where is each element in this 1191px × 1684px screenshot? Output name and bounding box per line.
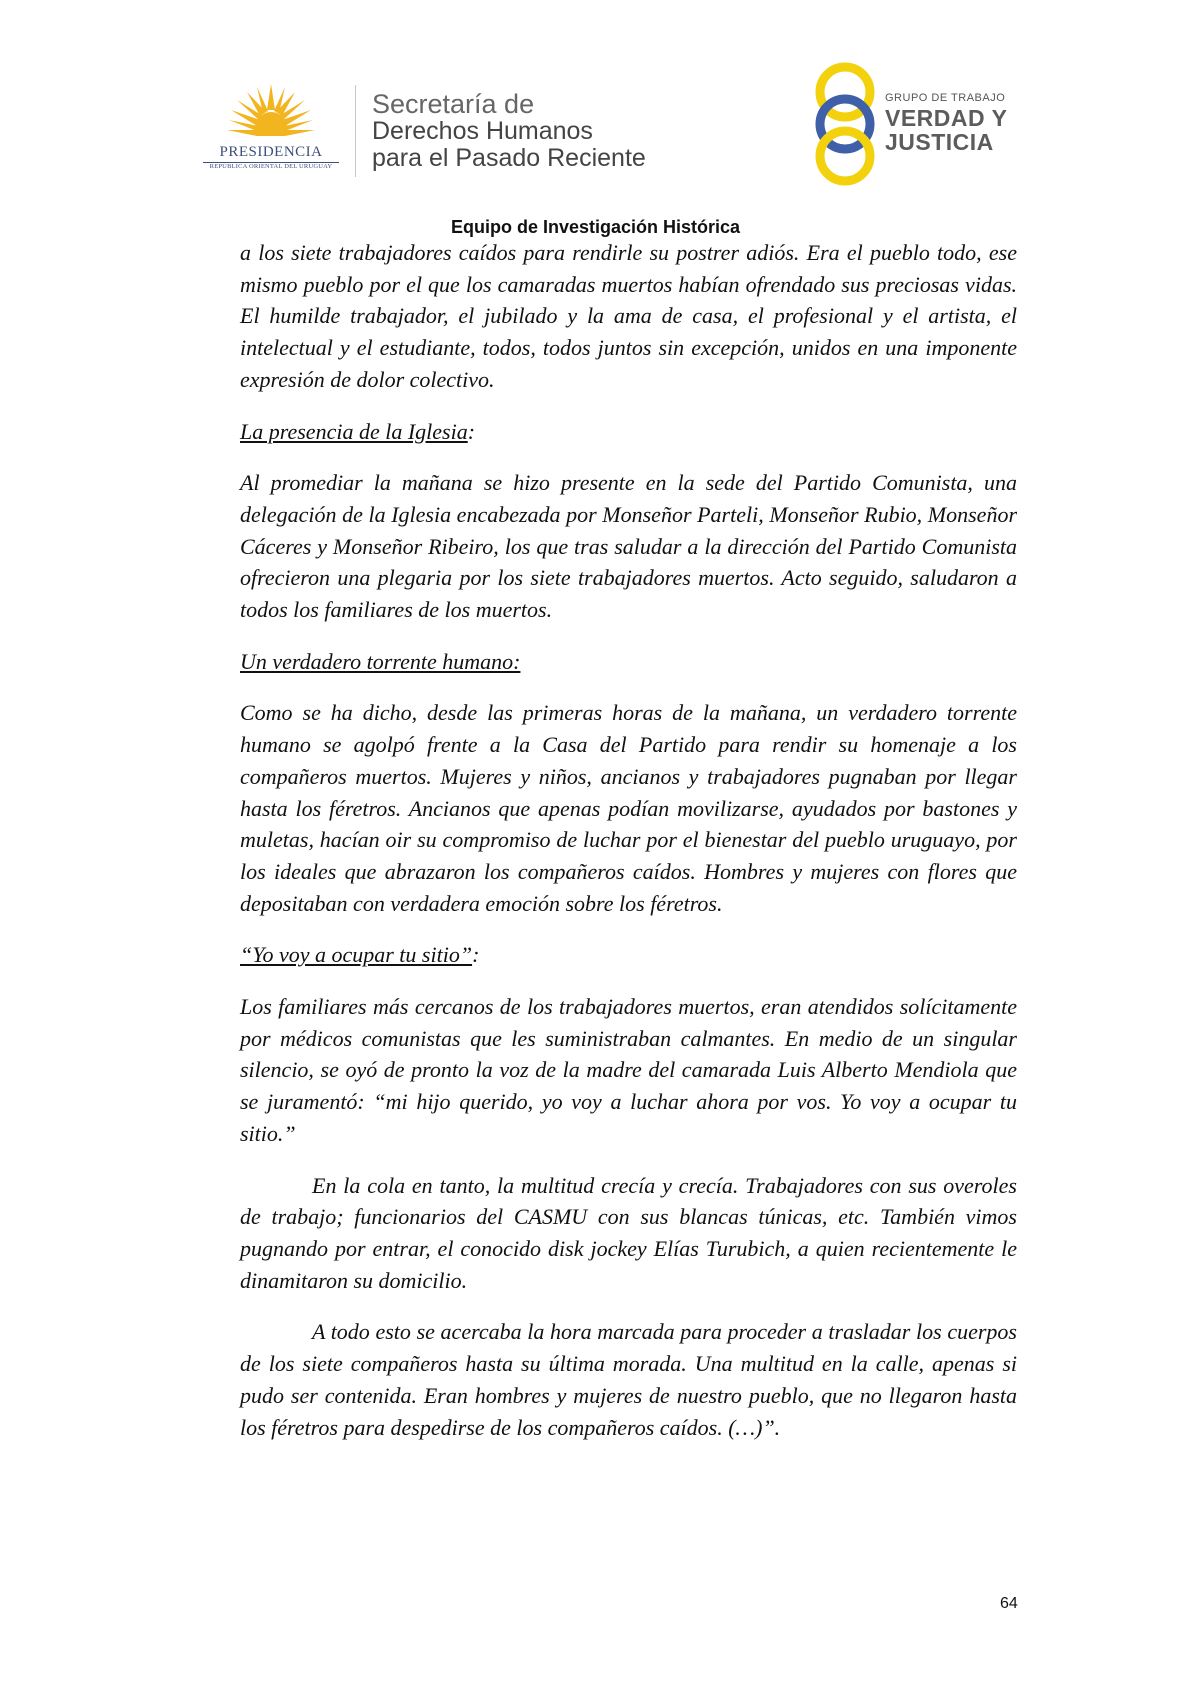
subheading-iglesia-text: La presencia de la Iglesia — [240, 418, 468, 444]
paragraph-1: a los siete trabajadores caídos para rendirle su postrer adiós. Era el pueblo todo, ese mismo pueblo por el que los camaradas muertos habían ofrendado sus preciosas vidas. El humilde trabajador, el jubilado y la ama de casa, el profesional y el artista, el intelectual y el estudiante, todos, todos juntos sin excepción, unidos en una imponente expresión de dolor colectivo. — [240, 240, 1017, 392]
grupo-trabajo-title — [885, 106, 1007, 154]
secretaria-line-2: Derechos Humanos — [372, 117, 593, 145]
subheading-sitio — [240, 939, 1017, 971]
presidencia-subtitle: REPÚBLICA ORIENTAL DEL URUGUAY — [209, 163, 333, 170]
section-title: Equipo de Investigación Histórica — [450, 217, 741, 237]
subheading-sitio-text: “Yo voy a ocupar tu sitio” — [240, 942, 473, 968]
paragraph-4: Los familiares más cercanos de los trabajadores muertos, eran atendidos solícitamente por médicos comunistas que les suministraban calmantes. En medio de un singular silencio, se oyó de pronto la voz de la madre del camarada Luis Alberto Mendiola que se juramentó: “mi hijo querido, yo voy a luchar ahora por vos. Yo voy a ocupar tu sitio.” — [240, 994, 1017, 1146]
page-header — [0, 0, 1191, 200]
paragraph-6: A todo esto se acercaba la hora marcada para proceder a trasladar los cuerpos de los siete compañeros hasta su última morada. Una multitud en la calle, apenas si pudo ser contenida. Eran hombres y mujeres de nuestro pueblo, que no llegaron hasta los féretros para despedirse de los compañeros caídos. (…)”. — [240, 1319, 1017, 1440]
paragraph-3: Como se ha dicho, desde las primeras horas de la mañana, un verdadero torrente humano se agolpó frente a la Casa del Partido para rendir su homenaje a los compañeros muertos. Mujeres y niños, ancianos y trabajadores pugnaban por llegar hasta los féretros. Ancianos que apenas podían movilizarse, ayudados por bastones y muletas, hacían oir su compromiso de luchar por el bienestar del pueblo uruguayo, por los ideales que abrazaron los compañeros caídos. Hombres y mujeres con flores que depositaban con verdadera emoción sobre los féretros. — [240, 700, 1017, 916]
grupo-trabajo-line-2: VERDAD Y — [885, 105, 1008, 131]
page-number: 64 — [1000, 1595, 1018, 1612]
secretaria-logo-text — [372, 91, 646, 172]
grupo-trabajo-line-1: GRUPO DE TRABAJO — [885, 92, 1006, 104]
presidencia-name: PRESIDENCIA — [219, 144, 323, 160]
rings-icon — [810, 62, 880, 187]
subheading-torrente-text: Un verdadero torrente humano: — [240, 648, 521, 674]
subheading-iglesia — [240, 416, 1017, 448]
subheading-sitio-colon: : — [472, 942, 480, 968]
paragraph-2: Al promediar la mañana se hizo presente en la sede del Partido Comunista, una delegación de la Iglesia encabezada por Monseñor Parteli, Monseñor Rubio, Monseñor Cáceres y Monseñor Ribeiro, los que tras saludar a la dirección del Partido Comunista ofrecieron una plegaria por los siete trabajadores muertos. Acto seguido, saludaron a todos los familiares de los muertos. — [240, 470, 1017, 623]
paragraph-5: En la cola en tanto, la multitud crecía y crecía. Trabajadores con sus overoles de trabajo; funcionarios del CASMU con sus blancas túnicas, etc. También vimos pugnando por entrar, el conocido disk jockey Elías Turubich, a quien recientemente le dinamitaron su domicilio. — [240, 1172, 1017, 1293]
subheading-iglesia-colon: : — [467, 418, 476, 444]
grupo-trabajo-line-3: JUSTICIA — [885, 129, 994, 155]
subheading-torrente — [240, 646, 1017, 678]
secretaria-line-1: Secretaría de — [372, 89, 535, 119]
presidencia-logo — [197, 84, 345, 176]
header-divider — [355, 85, 356, 177]
sun-icon — [227, 84, 315, 146]
grupo-trabajo-logo — [810, 62, 1020, 187]
secretaria-line-3: para el Pasado Reciente — [372, 144, 646, 172]
document-body — [240, 237, 1017, 1443]
